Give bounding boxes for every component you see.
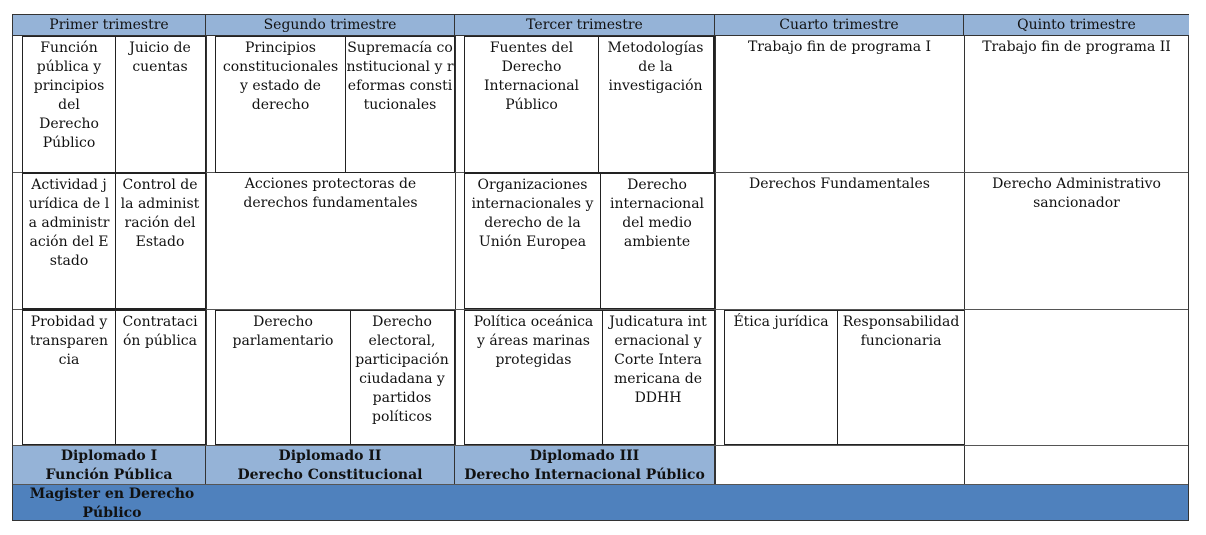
diploma-2 [206, 446, 455, 484]
course-label: Responsabilidad funcionaria [842, 314, 960, 349]
course-cell: Acciones protectoras de derechos fundamentales [243, 176, 418, 211]
course-cell: Contratación pública [122, 314, 198, 349]
diploma-subtitle: Función Pública [45, 467, 173, 483]
header-trimestre-1: Primer trimestre [13, 15, 206, 36]
course-cell: Juicio de cuentas [129, 40, 191, 75]
course-block-t1-r1 [22, 36, 206, 173]
column-divider [715, 35, 716, 484]
course-block-t1-r3 [22, 310, 206, 445]
magister-bar [13, 485, 1188, 520]
diploma-title: Diplomado II [278, 448, 382, 464]
course-cell: Actividad jurídica de la administración del Estado [28, 177, 110, 269]
diploma-subtitle: Derecho Constitucional [237, 467, 423, 483]
course-cell: Trabajo fin de programa II [982, 39, 1171, 55]
column-divider [206, 35, 207, 484]
header-trimestre-4: Cuarto trimestre [715, 15, 964, 36]
course-cell [837, 311, 965, 351]
course-cell: Fuentes del Derecho Internacional Público [483, 40, 580, 113]
course-cell: Metodologías de la investigación [607, 40, 704, 94]
course-cell: Política oceánica y áreas marinas protegidas [473, 314, 594, 368]
course-cell: Probidad y transparencia [29, 314, 109, 368]
course-cell: Ética jurídica [733, 314, 829, 330]
course-cell: Derecho Administrativo sancionador [992, 176, 1161, 211]
course-block-t4-r3 [724, 310, 964, 445]
header-trimestre-3: Tercer trimestre [455, 15, 715, 36]
course-block-t2-r1 [215, 36, 455, 173]
diploma-1 [13, 446, 206, 484]
course-block-t3-r3 [464, 310, 715, 445]
course-block-t3-r1 [464, 36, 715, 173]
column-divider [455, 35, 456, 484]
course-cell: Control de la administración del Estado [120, 177, 200, 250]
course-cell: Trabajo fin de programa I [747, 39, 932, 55]
course-cell: Función pública y principios del Derecho Público [33, 40, 105, 151]
column-divider [964, 35, 965, 484]
course-cell: Derecho parlamentario [232, 314, 334, 349]
course-block-t3-r2 [464, 173, 715, 309]
course-cell: Derecho electoral, participación ciudadana y partidos políticos [355, 314, 449, 425]
course-cell: Organizaciones internacionales y derecho de la Unión Europea [471, 177, 594, 250]
course-cell: Derechos Fundamentales [749, 176, 930, 192]
header-trimestre-2: Segundo trimestre [206, 15, 455, 36]
diploma-title: Diplomado III [529, 448, 640, 464]
course-cell: Principios constitucionales y estado de derecho [222, 40, 339, 113]
diploma-3 [455, 446, 715, 484]
diploma-title: Diplomado I [60, 448, 158, 464]
diploma-subtitle: Derecho Internacional Público [464, 467, 705, 483]
course-cell: Supremacía constitucional y reformas constitucionales [346, 40, 454, 113]
header-trimestre-5: Quinto trimestre [964, 15, 1189, 36]
magister-title: Magister en Derecho Público [29, 486, 195, 521]
course-cell: Judicatura internacional y Corte Interamericana de DDHH [609, 314, 707, 406]
course-block-t1-r2 [22, 173, 206, 310]
curriculum-table [12, 14, 1189, 521]
course-block-t2-r3 [215, 310, 455, 445]
course-cell: Derecho internacional del medio ambiente [609, 177, 705, 250]
